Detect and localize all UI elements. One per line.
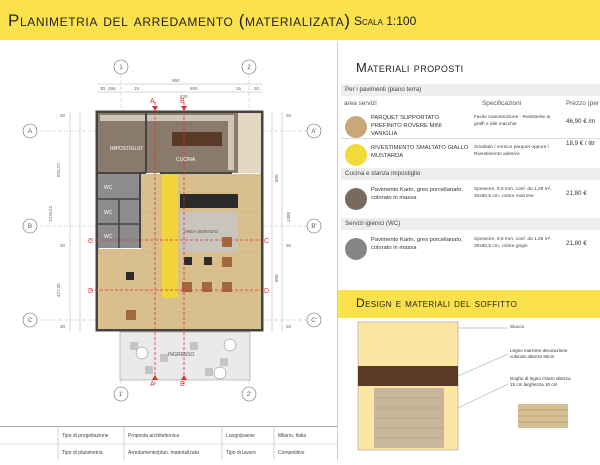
material-spec: Smaltato / vernice parquet oppure / Rivestimento adesivo <box>474 145 549 157</box>
material-name: Pavimento Karin, gres porcellanato, colorato in massa <box>371 237 463 251</box>
section-mark-b-bottom: B <box>180 381 185 388</box>
swatch-brown-tile <box>345 188 367 210</box>
material-price: 18,9 € / litr <box>566 140 595 147</box>
footer-value-project-type: Proposta architettonica <box>128 433 180 439</box>
section-mark-d-right: D <box>264 288 270 295</box>
grid-label-right-c: C' <box>311 318 317 324</box>
grid-label-bottom-1: 1' <box>118 392 124 398</box>
footer-value-work-type: Competitivo <box>278 450 305 456</box>
title-bar <box>0 0 600 40</box>
scale-label: Scala 1:100 <box>354 14 417 28</box>
dim-top-1: 265 <box>108 86 116 91</box>
room-label-storage: IMPOSTIGLIO <box>110 146 143 152</box>
material-row-kitchen-tile <box>341 182 600 222</box>
dim-left-4: 427,35 <box>56 283 61 297</box>
grid-label-right-b: B' <box>311 224 317 230</box>
grid-label-left-b: B <box>27 224 33 230</box>
dim-left-3: 30 <box>60 243 66 248</box>
kitchen-band: Cucina e stanza impostiglio <box>341 168 600 180</box>
swatch-enamel <box>345 144 367 166</box>
dim-right-4: 600 <box>274 274 279 282</box>
footer-label-location: Luogo/paese <box>226 433 255 439</box>
grid-label-bottom-2: 2' <box>246 392 252 398</box>
col-spec-header: Specificazioni <box>482 100 522 107</box>
ceiling-drawing <box>338 318 600 460</box>
divider <box>341 138 600 139</box>
material-name: RIVESTIMENTO SMALTATO GIALLO MUSTARDA <box>371 145 469 159</box>
dim-top-3: 860 <box>172 78 180 83</box>
floor-plan <box>0 42 336 426</box>
material-price: 21,80 € <box>566 240 587 247</box>
footer-label-work-type: Tipo di lavoro <box>226 450 256 456</box>
dim-right-1: 600 <box>274 174 279 182</box>
dim-left-5: 30 <box>60 324 66 329</box>
material-row-wc-tile <box>341 232 600 272</box>
annotation-brown-wood: Legno marrone decorazione cubiodo altezza 90cm <box>510 348 568 359</box>
material-price: 21,80 € <box>566 190 587 197</box>
room-label-wc-2: WC <box>104 210 113 216</box>
material-price: 46,90 € /m <box>566 118 596 125</box>
footer-value-location: Milano, Italia <box>278 433 307 439</box>
design-title: Design e materiali del soffitto <box>356 296 518 310</box>
dim-left-1: 832,72 <box>56 163 61 177</box>
dim-top-6: 15 <box>236 86 242 91</box>
annotation-light-wood: Doghe di legno chiaro altezza 15 cm larghezza 10 cm <box>510 376 571 387</box>
ceiling-panel <box>338 318 600 460</box>
grid-label-left-a: A <box>27 129 33 135</box>
swatch-grey-tile <box>345 238 367 260</box>
dim-left-2: 1376,52 <box>48 205 53 222</box>
grid-label-right-a: A' <box>311 129 317 135</box>
dim-top-7: 30 <box>254 86 260 91</box>
room-label-entrance: INGRESSO <box>168 352 195 358</box>
footer-label-project-type: Tipo di progettazione <box>62 433 109 439</box>
material-spec: Facile manutenzione · Resistente ai graffi e alle macchie <box>474 115 551 127</box>
grid-label-top-2: 2 <box>247 65 251 71</box>
section-mark-c-left: C <box>88 238 94 245</box>
material-name: PARQUET SUPPORTATO PREFINITO ROVERE MINI VANIGLIA <box>371 115 442 137</box>
material-name: Pavimento Karin, gres porcellanato, colorato in massa <box>371 187 463 201</box>
section-mark-a-bottom: A <box>150 381 155 388</box>
swatch-parquet <box>345 116 367 138</box>
footer-label-plan-type: Tipo di planimetria <box>62 450 103 456</box>
section-mark-a-top: A <box>150 98 155 105</box>
section-mark-b-top: B <box>180 98 185 105</box>
room-label-dining: AREA SERVIZIO <box>184 229 219 234</box>
col-area-header: area servizi <box>344 100 377 107</box>
page-title: Planimetria del arredamento (materializata) <box>8 11 351 30</box>
annotation-stucco: Stucco <box>510 324 525 329</box>
dim-top-4: 650 <box>190 86 198 91</box>
materials-title: Materiali proposti <box>356 60 464 75</box>
material-spec: Spessore, 9,5 mm, conf. da 1,29 m², 30x60,5 cm, colore marrone <box>474 187 552 199</box>
dim-right-5: 30 <box>286 324 292 329</box>
floor-band: Per i pavimenti (piano terra) <box>341 84 600 96</box>
grid-label-top-1: 1 <box>119 65 123 71</box>
dim-top-5: 830 <box>180 94 188 99</box>
footer-value-plan-type: Arredamento/plan. materializata <box>128 450 199 456</box>
dim-right-2: 1380 <box>286 211 291 222</box>
wc-band: Servizi igienici (WC) <box>341 218 600 230</box>
room-label-kitchen: CUCINA <box>176 157 196 163</box>
title-block <box>0 426 337 461</box>
section-mark-d-left: D <box>88 288 94 295</box>
grid-label-left-c: C <box>27 318 33 324</box>
section-mark-c-right: C <box>264 238 270 245</box>
dim-left-0: 30 <box>60 113 66 118</box>
dim-top-2: 15 <box>134 86 140 91</box>
dim-right-3: 30 <box>286 243 292 248</box>
room-label-wc-3: WC <box>104 234 113 240</box>
material-spec: Spessore, 9,5 mm, conf. da 1,29 m², 30x60,5 cm, colore grigio <box>474 237 552 249</box>
col-price-header: Prezzo (per <box>566 100 600 107</box>
room-label-wc-1: WC <box>104 185 113 191</box>
dim-top-0: 30 <box>100 86 106 91</box>
dim-right-0: 30 <box>286 113 292 118</box>
materials-panel <box>337 42 600 460</box>
